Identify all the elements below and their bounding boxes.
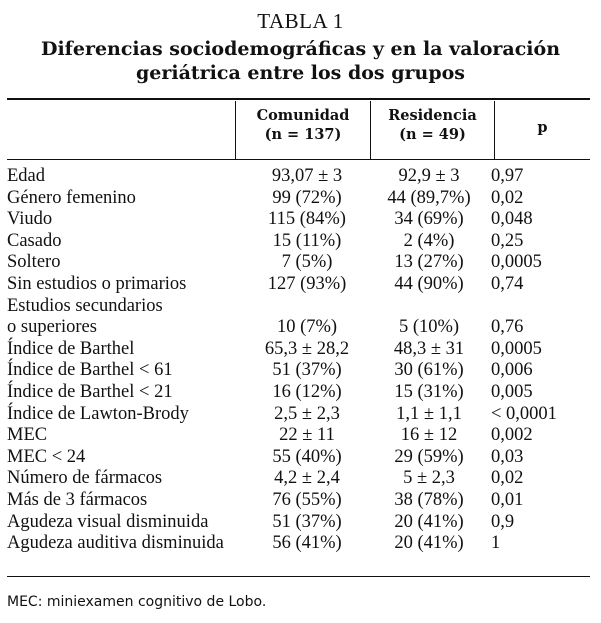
row-residencia-value: 16 ± 12 <box>400 425 458 446</box>
row-variable: Soltero <box>7 252 61 273</box>
row-comunidad-value: 56 (41%) <box>272 533 342 554</box>
footnote: MEC: miniexamen cognitivo de Lobo. <box>7 594 267 610</box>
row-p-value: 0,0005 <box>491 338 542 359</box>
row-p-value: 0,74 <box>491 273 524 294</box>
row-comunidad-value: 127 (93%) <box>267 273 347 294</box>
table-row <box>7 382 590 404</box>
row-comunidad-value: 4,2 ± 2,4 <box>274 468 340 489</box>
row-variable: Índice de Barthel < 21 <box>7 381 173 402</box>
row-residencia-value: 38 (78%) <box>394 489 464 510</box>
row-p-value: 0,02 <box>491 468 524 489</box>
row-residencia-value: 92,9 ± 3 <box>398 166 460 186</box>
row-comunidad-value: 51 (37%) <box>272 360 342 381</box>
row-comunidad-value: 99 (72%) <box>272 187 342 208</box>
data-table <box>7 166 590 555</box>
table-row <box>7 252 590 274</box>
row-variable: MEC <box>7 425 48 446</box>
table-row <box>7 447 590 469</box>
title-line-2: geriátrica entre los dos grupos <box>135 62 466 84</box>
row-residencia-value: 1,1 ± 1,1 <box>396 403 462 424</box>
table-row <box>7 274 590 296</box>
table-row <box>7 296 590 318</box>
bottom-rule <box>7 576 590 577</box>
row-variable: Estudios secundarios <box>7 295 163 316</box>
row-residencia-value: 30 (61%) <box>394 360 464 381</box>
table-label: TABLA 1 <box>257 9 344 33</box>
row-p-value: 0,005 <box>491 381 533 402</box>
table-row <box>7 360 590 382</box>
row-p-value: < 0,0001 <box>491 403 557 424</box>
header-comunidad <box>236 106 370 144</box>
row-variable: Edad <box>7 166 46 186</box>
row-comunidad-value: 10 (7%) <box>276 317 338 338</box>
table-title <box>0 37 601 85</box>
row-comunidad-value: 76 (55%) <box>272 489 342 510</box>
row-p-value: 0,76 <box>491 317 524 338</box>
row-variable: Agudeza visual disminuida <box>7 511 209 532</box>
title-line-1: Diferencias sociodemográficas y en la valoración <box>40 38 561 60</box>
row-comunidad-value: 93,07 ± 3 <box>271 166 343 186</box>
row-residencia-value: 20 (41%) <box>394 533 464 554</box>
header-residencia-n: (n = 49) <box>399 126 466 143</box>
row-variable: Viudo <box>7 209 53 230</box>
row-comunidad-value: 7 (5%) <box>281 252 333 273</box>
header-residencia <box>371 106 494 144</box>
table-row <box>7 425 590 447</box>
table-row <box>7 231 590 253</box>
row-residencia-value: 44 (90%) <box>394 273 464 294</box>
header-residencia-label: Residencia <box>388 107 477 124</box>
row-variable: Sin estudios o primarios <box>7 273 187 294</box>
row-comunidad-value: 115 (84%) <box>268 209 346 230</box>
table-row <box>7 512 590 534</box>
row-residencia-value: 13 (27%) <box>394 252 464 273</box>
row-p-value: 1 <box>491 533 501 554</box>
row-residencia-value: 34 (69%) <box>394 209 464 230</box>
row-comunidad-value: 65,3 ± 28,2 <box>264 338 350 359</box>
row-comunidad-value: 15 (11%) <box>272 230 342 251</box>
row-variable: Índice de Barthel < 61 <box>7 360 173 381</box>
row-p-value: 0,97 <box>491 166 524 186</box>
table-row <box>7 166 590 188</box>
table-row <box>7 490 590 512</box>
row-comunidad-value: 22 ± 11 <box>279 425 335 446</box>
row-variable: MEC < 24 <box>7 446 86 467</box>
row-residencia-value: 5 (10%) <box>398 317 460 338</box>
row-residencia-value: 29 (59%) <box>394 446 464 467</box>
header-comunidad-n: (n = 137) <box>264 126 342 143</box>
row-p-value <box>491 296 590 318</box>
row-residencia-value: 48,3 ± 31 <box>393 338 465 359</box>
table-row <box>7 533 590 555</box>
table-row <box>7 317 590 339</box>
row-p-value: 0,048 <box>491 209 533 230</box>
row-variable: Índice de Barthel <box>7 338 135 359</box>
row-residencia-value <box>367 296 491 318</box>
row-variable: Agudeza auditiva disminuida <box>7 533 224 554</box>
row-comunidad-value: 16 (12%) <box>272 381 342 402</box>
row-variable: Género femenino <box>7 187 136 208</box>
row-variable: Casado <box>7 230 62 251</box>
row-variable: o superiores <box>7 317 97 338</box>
row-p-value: 0,01 <box>491 489 524 510</box>
row-variable: Índice de Lawton-Brody <box>7 403 189 424</box>
table-row <box>7 339 590 361</box>
table-row <box>7 209 590 231</box>
table-row <box>7 404 590 426</box>
table-row <box>7 468 590 490</box>
row-p-value: 0,0005 <box>491 252 542 273</box>
top-rule <box>7 98 590 100</box>
row-p-value: 0,25 <box>491 230 524 251</box>
row-residencia-value: 20 (41%) <box>394 511 464 532</box>
row-comunidad-value: 51 (37%) <box>272 511 342 532</box>
row-residencia-value: 5 ± 2,3 <box>403 468 455 489</box>
row-comunidad-value <box>247 296 367 318</box>
header-rule <box>7 159 590 160</box>
row-comunidad-value: 55 (40%) <box>272 446 342 467</box>
row-p-value: 0,006 <box>491 360 533 381</box>
row-p-value: 0,03 <box>491 446 524 467</box>
row-p-value: 0,002 <box>491 425 533 446</box>
table-row <box>7 188 590 210</box>
row-residencia-value: 2 (4%) <box>403 230 455 251</box>
row-variable: Número de fármacos <box>7 468 163 489</box>
row-p-value: 0,02 <box>491 187 524 208</box>
row-p-value: 0,9 <box>491 511 515 532</box>
row-variable: Más de 3 fármacos <box>7 489 148 510</box>
row-comunidad-value: 2,5 ± 2,3 <box>274 403 340 424</box>
header-comunidad-label: Comunidad <box>256 107 350 124</box>
row-residencia-value: 15 (31%) <box>394 381 464 402</box>
row-residencia-value: 44 (89,7%) <box>387 187 471 208</box>
header-p: p <box>537 119 548 136</box>
